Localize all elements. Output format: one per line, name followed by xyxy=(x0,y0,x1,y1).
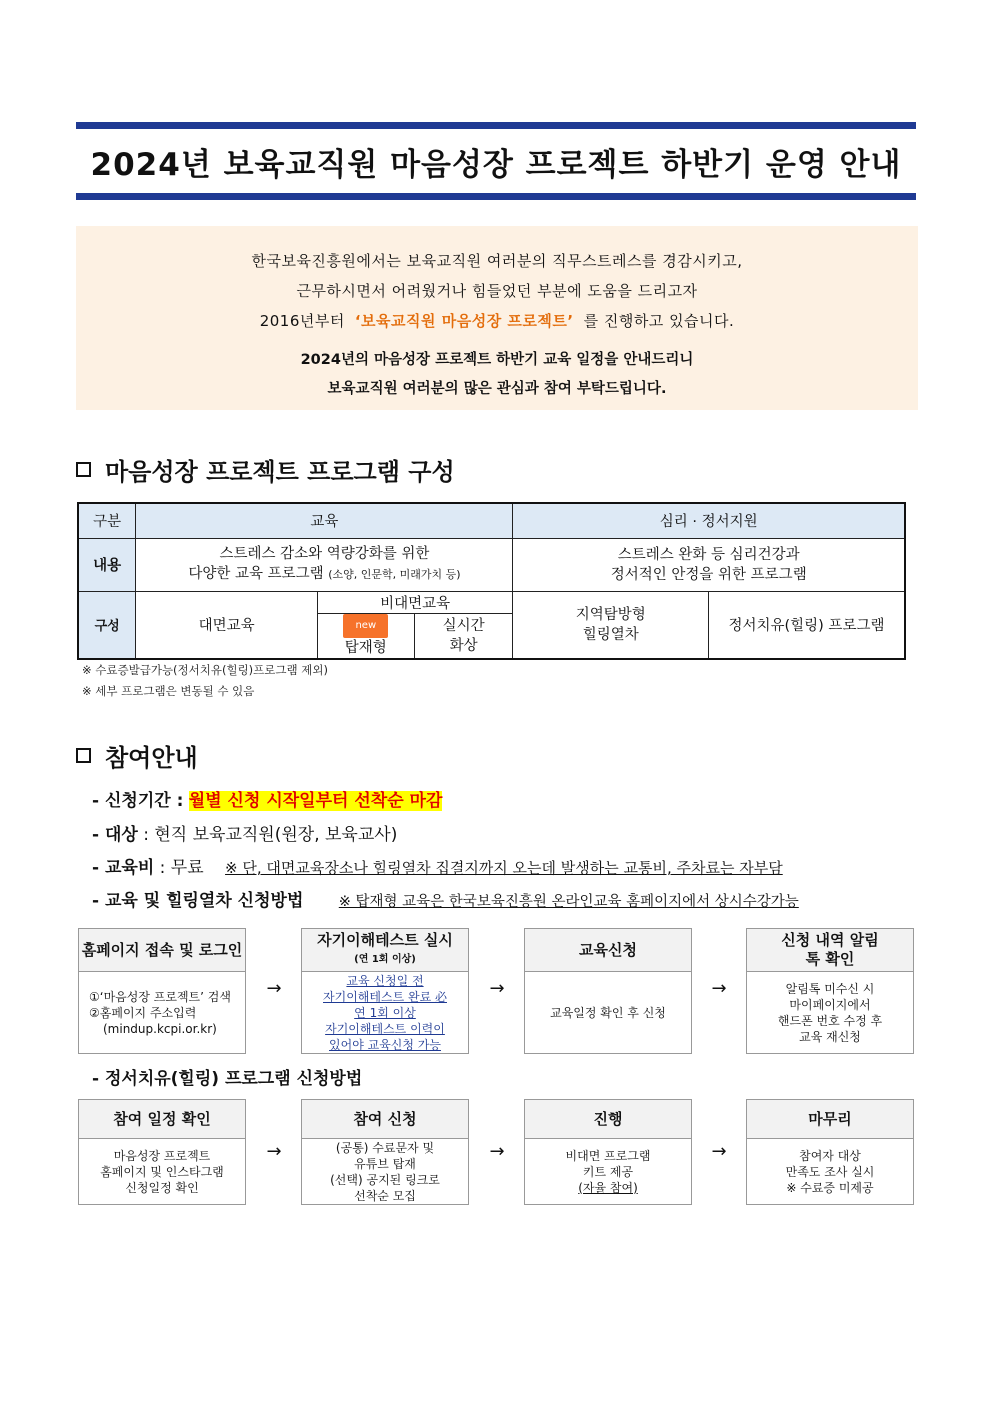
regional-line-2: 힐링열차 xyxy=(582,626,639,643)
col-psy-cell: 심리 · 정서지원 xyxy=(513,503,905,538)
edu-content-line-1: 스트레스 감소와 역량강화를 위한 xyxy=(219,546,430,562)
fee-label: - 교육비 xyxy=(92,858,155,878)
intro-box xyxy=(76,226,918,410)
target-line xyxy=(92,820,397,845)
arrow-right-icon: → xyxy=(711,1141,727,1162)
regional-line-1: 지역탐방형 xyxy=(575,606,646,623)
education-apply-flow xyxy=(78,928,916,1054)
nonface-edu-cell: 비대면교육 xyxy=(317,591,513,613)
method-note: ※ 탑재형 교육은 한국보육진흥원 온라인교육 홈페이지에서 상시수강가능 xyxy=(338,894,799,910)
flow1-step-selftest-line-5: 있어야 교육신청 가능 xyxy=(329,1037,441,1052)
realtime-line-1: 실시간 xyxy=(442,617,485,634)
flow1-step-homepage-body xyxy=(79,972,245,1053)
target-label: - 대상 xyxy=(92,825,138,845)
period-label: - 신청기간 : xyxy=(92,791,184,811)
method-line xyxy=(92,886,799,911)
healing-method-label: - 정서치유(힐링) 프로그램 신청방법 xyxy=(92,1069,363,1089)
flow1-step-alimtalk-title: 신청 내역 알림톡 확인 xyxy=(781,931,879,968)
flow1-step-homepage-line-2: ②홈페이지 주소입력 xyxy=(89,1005,197,1020)
flow2-step-schedule-line-1: 마음성장 프로젝트 xyxy=(113,1148,211,1163)
fee-line xyxy=(92,853,783,878)
period-value: 월별 신청 시작일부터 선착순 마감 xyxy=(188,791,443,811)
flow2-step-progress-line-1: 비대면 프로그램 xyxy=(565,1148,651,1163)
arrow-right-icon: → xyxy=(711,978,727,999)
table-header-row xyxy=(78,503,905,538)
program-table xyxy=(77,502,906,660)
flow1-step-selftest-sub: (연 1회 이상) xyxy=(354,954,416,965)
intro-text xyxy=(76,226,918,336)
checkbox-square-icon xyxy=(76,462,91,477)
new-badge: new xyxy=(343,614,388,638)
intro-line-2: 근무하시면서 어려웠거나 힘들었던 부분에 도움을 드리고자 xyxy=(296,282,698,300)
flow2-step-finish-line-3: ※ 수료증 미제공 xyxy=(786,1180,874,1195)
edu-content-line-2 xyxy=(136,564,512,585)
psy-content-line-2: 정서적인 안정을 위한 프로그램 xyxy=(610,566,807,583)
table-notes xyxy=(82,660,328,702)
flow1-step-apply-line-1: 교육일정 확인 후 신청 xyxy=(550,1005,666,1020)
method-label: - 교육 및 힐링열차 신청방법 xyxy=(92,891,304,911)
flow1-step-selftest-line-2: 자기이해테스트 완료 必 xyxy=(323,989,447,1004)
flow1-step-apply-body xyxy=(525,972,691,1053)
flow2-step-apply-line-4: 선착순 모집 xyxy=(354,1188,416,1203)
flow1-step-alimtalk-line-3: 핸드폰 번호 수정 후 xyxy=(777,1013,883,1028)
edu-content-small: (소양, 인문학, 미래가치 등) xyxy=(328,568,461,581)
edu-content-main: 다양한 교육 프로그램 xyxy=(188,566,324,582)
realtime-line-2: 화상 xyxy=(449,637,478,654)
flow1-step-alimtalk-line-4: 교육 재신청 xyxy=(799,1029,861,1044)
row-comp-label: 구성 xyxy=(78,591,136,659)
face-edu-cell: 대면교육 xyxy=(136,591,318,659)
flow2-step-schedule-body xyxy=(79,1139,245,1204)
flow1-step-selftest-line-4: 자기이해테스트 이력이 xyxy=(325,1021,445,1036)
flow2-step-finish xyxy=(746,1099,914,1205)
title-banner xyxy=(76,122,916,200)
intro-bold-2: 보육교직원 여러분의 많은 관심과 참여 부탁드립니다. xyxy=(327,381,667,397)
flow2-step-schedule-line-3: 신청일정 확인 xyxy=(125,1180,199,1195)
flow2-step-apply-line-1: (공통) 수료문자 및 xyxy=(335,1140,435,1155)
flow1-step-homepage-head: 홈페이지 접속 및 로그인 xyxy=(79,929,245,972)
note-certificate: ※ 수료증발급가능(정서치유(힐링)프로그램 제외) xyxy=(82,663,328,677)
flow1-step-alimtalk xyxy=(746,928,914,1054)
col-label-cell: 구분 xyxy=(78,503,136,538)
flow2-step-schedule-head: 참여 일정 확인 xyxy=(79,1100,245,1139)
row-content-label: 내용 xyxy=(78,538,136,591)
flow2-step-finish-head: 마무리 xyxy=(747,1100,913,1139)
fee-value: : 무료 xyxy=(159,858,204,878)
psy-content-line-1: 스트레스 완화 등 심리건강과 xyxy=(617,546,800,563)
flow1-step-selftest xyxy=(301,928,469,1054)
section-participation-heading xyxy=(76,738,198,773)
flow2-step-apply-body xyxy=(302,1139,468,1204)
flow2-step-apply-line-2: 유튜브 탑재 xyxy=(354,1156,416,1171)
flow2-step-finish-line-2: 만족도 조사 실시 xyxy=(785,1164,875,1179)
healing-cell: 정서치유(힐링) 프로그램 xyxy=(708,591,905,659)
flow2-step-progress-line-2: 키트 제공 xyxy=(582,1164,634,1179)
arrow-right-icon: → xyxy=(489,978,505,999)
flow2-step-progress-body xyxy=(525,1139,691,1204)
flow1-step-selftest-title: 자기이해테스트 실시 xyxy=(317,931,453,949)
col-edu-cell: 교육 xyxy=(136,503,513,538)
flow1-step-homepage xyxy=(78,928,246,1054)
page-title: 2024년 보육교직원 마음성장 프로젝트 하반기 운영 안내 xyxy=(90,146,902,183)
regional-cell xyxy=(513,591,708,659)
section-program-title: 마음성장 프로젝트 프로그램 구성 xyxy=(105,458,455,486)
intro-line-3-post: 를 진행하고 있습니다. xyxy=(583,312,735,330)
flow1-step-selftest-body xyxy=(302,972,468,1053)
period-line xyxy=(92,786,442,811)
flow2-step-schedule-line-2: 홈페이지 및 인스타그램 xyxy=(100,1164,224,1179)
realtime-cell xyxy=(414,613,513,659)
flow2-step-finish-body xyxy=(747,1139,913,1204)
flow1-step-selftest-head xyxy=(302,929,468,972)
intro-line-1: 한국보육진흥원에서는 보육교직원 여러분의 직무스트레스를 경감시키고, xyxy=(251,252,743,270)
target-value: : 현직 보육교직원(원장, 보육교사) xyxy=(143,825,398,845)
flow1-step-alimtalk-line-2: 마이페이지에서 xyxy=(789,997,871,1012)
psy-content-cell xyxy=(513,538,905,591)
section-program-heading xyxy=(76,452,455,487)
flow1-step-alimtalk-head xyxy=(747,929,913,972)
intro-bold-1: 2024년의 마음성장 프로젝트 하반기 교육 일정을 안내드리니 xyxy=(300,352,694,368)
intro-line-3-pre: 2016년부터 xyxy=(259,312,345,330)
tapjae-cell xyxy=(317,613,414,659)
flow2-step-progress xyxy=(524,1099,692,1205)
flow1-step-homepage-line-1: ①‘마음성장 프로젝트’ 검색 xyxy=(89,989,231,1004)
arrow-right-icon: → xyxy=(489,1141,505,1162)
intro-line-3 xyxy=(76,306,918,336)
flow2-step-progress-head: 진행 xyxy=(525,1100,691,1139)
flow1-step-homepage-url: (mindup.kcpi.or.kr) xyxy=(103,1021,217,1036)
project-name-highlight: ‘보육교직원 마음성장 프로젝트’ xyxy=(354,312,574,330)
flow2-step-schedule xyxy=(78,1099,246,1205)
flow2-step-progress-line-3: (자율 참여) xyxy=(578,1180,638,1195)
flow1-step-selftest-line-3: 연 1회 이상 xyxy=(354,1005,416,1020)
section-participation-title: 참여안내 xyxy=(105,744,198,772)
intro-bold-text xyxy=(76,336,918,404)
table-content-row xyxy=(78,538,905,591)
fee-note: ※ 단, 대면교육장소나 힐링열차 집결지까지 오는데 발생하는 교통비, 주차료는 자부담 xyxy=(225,859,783,877)
flow2-step-apply-head: 참여 신청 xyxy=(302,1100,468,1139)
flow1-step-alimtalk-body xyxy=(747,972,913,1053)
flow2-step-apply-line-3: (선택) 공지된 링크로 xyxy=(330,1172,440,1187)
checkbox-square-icon xyxy=(76,748,91,763)
edu-content-cell xyxy=(136,538,513,591)
flow1-step-apply-head: 교육신청 xyxy=(525,929,691,972)
healing-method-line xyxy=(92,1064,362,1089)
table-comp-row-top xyxy=(78,591,905,613)
healing-apply-flow xyxy=(78,1099,916,1205)
flow1-step-alimtalk-line-1: 알림톡 미수신 시 xyxy=(785,981,875,996)
flow1-step-selftest-line-1: 교육 신청일 전 xyxy=(346,973,424,988)
arrow-right-icon: → xyxy=(266,1141,282,1162)
flow1-step-apply xyxy=(524,928,692,1054)
flow2-step-apply xyxy=(301,1099,469,1205)
flow2-step-finish-line-1: 참여자 대상 xyxy=(799,1148,861,1163)
arrow-right-icon: → xyxy=(266,978,282,999)
note-change: ※ 세부 프로그램은 변동될 수 있음 xyxy=(82,684,255,698)
tapjae-label: 탑재형 xyxy=(344,639,387,656)
